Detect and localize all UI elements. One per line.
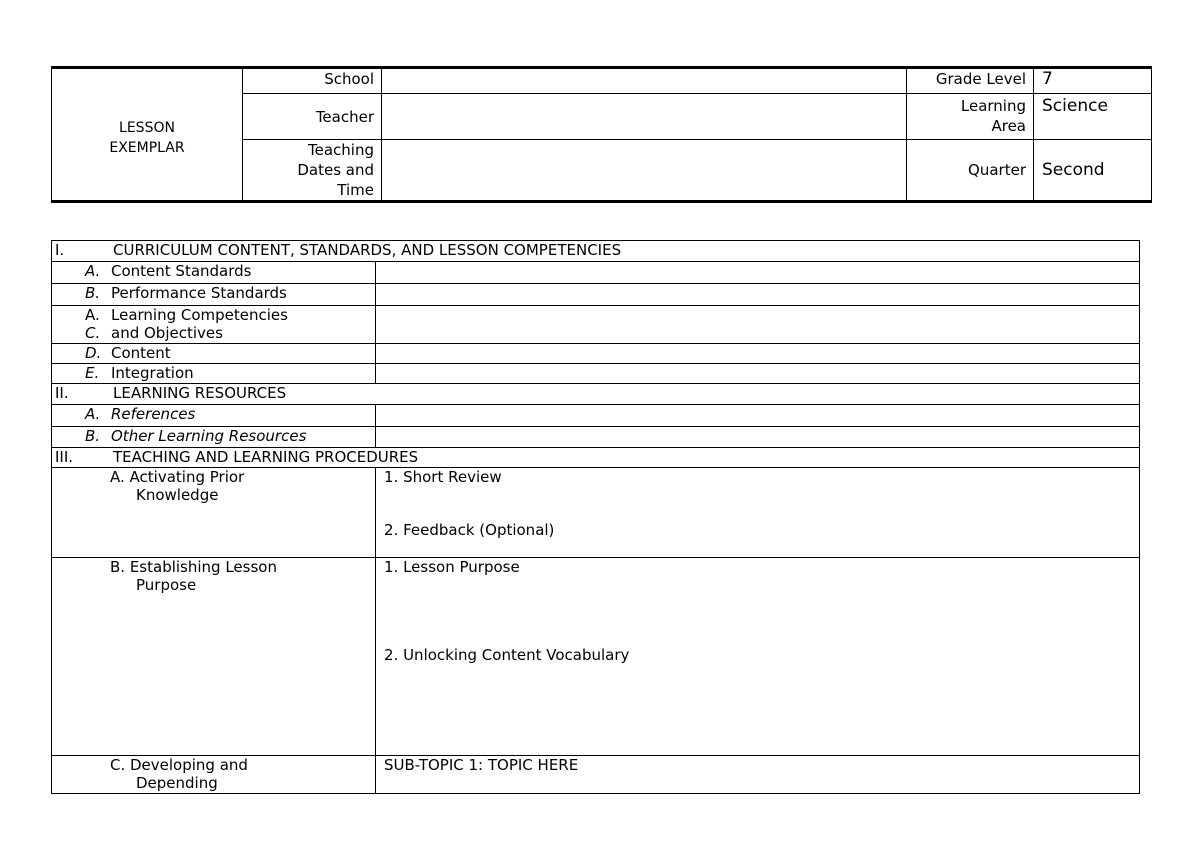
school-label: School bbox=[243, 68, 382, 94]
grade-level-field[interactable]: 7 bbox=[1034, 68, 1152, 94]
learning-competencies-label: A. Learning Competencies C. and Objectives bbox=[52, 306, 376, 344]
learning-area-label: Learning Area bbox=[907, 94, 1034, 140]
teacher-label: Teacher bbox=[243, 94, 382, 140]
activating-prior-knowledge-field[interactable] bbox=[376, 468, 1140, 558]
lesson-exemplar-title: LESSON EXEMPLAR bbox=[52, 68, 243, 202]
performance-standards-field[interactable] bbox=[376, 284, 1140, 306]
quarter-label: Quarter bbox=[907, 140, 1034, 202]
lesson-purpose-item: 1. Lesson Purpose bbox=[384, 558, 520, 576]
references-label: A. References bbox=[52, 405, 376, 427]
short-review-item: 1. Short Review bbox=[384, 468, 502, 486]
feedback-item: 2. Feedback (Optional) bbox=[384, 521, 555, 539]
quarter-field[interactable]: Second bbox=[1034, 140, 1152, 202]
content-field[interactable] bbox=[376, 344, 1140, 364]
content-standards-field[interactable] bbox=[376, 262, 1140, 284]
references-field[interactable] bbox=[376, 405, 1140, 427]
unlocking-vocabulary-item: 2. Unlocking Content Vocabulary bbox=[384, 646, 630, 664]
section-curriculum-header: I. CURRICULUM CONTENT, STANDARDS, AND LESSON COMPETENCIES bbox=[52, 241, 1140, 262]
activating-prior-knowledge-label: A. Activating Prior Knowledge bbox=[52, 468, 376, 558]
school-field[interactable] bbox=[382, 68, 907, 94]
sub-topic-item: SUB-TOPIC 1: TOPIC HERE bbox=[384, 756, 579, 774]
content-label: D. Content bbox=[52, 344, 376, 364]
lesson-header-table bbox=[51, 66, 1152, 203]
learning-area-field[interactable]: Science bbox=[1034, 94, 1152, 140]
performance-standards-label: B. Performance Standards bbox=[52, 284, 376, 306]
learning-competencies-field[interactable] bbox=[376, 306, 1140, 344]
other-resources-field[interactable] bbox=[376, 427, 1140, 448]
teacher-field[interactable] bbox=[382, 94, 907, 140]
integration-label: E. Integration bbox=[52, 364, 376, 384]
grade-level-label: Grade Level bbox=[907, 68, 1034, 94]
establishing-lesson-purpose-label: B. Establishing Lesson Purpose bbox=[52, 558, 376, 756]
developing-field[interactable] bbox=[376, 756, 1140, 794]
other-resources-label: B. Other Learning Resources bbox=[52, 427, 376, 448]
teaching-dates-field[interactable] bbox=[382, 140, 907, 202]
section-resources-header: II. LEARNING RESOURCES bbox=[52, 384, 1140, 405]
section-procedures-header: III. TEACHING AND LEARNING PROCEDURES bbox=[52, 448, 1140, 468]
developing-label: C. Developing and Depending bbox=[52, 756, 376, 794]
establishing-lesson-purpose-field[interactable] bbox=[376, 558, 1140, 756]
content-standards-label: A. Content Standards bbox=[52, 262, 376, 284]
integration-field[interactable] bbox=[376, 364, 1140, 384]
lesson-content-table bbox=[51, 240, 1140, 794]
teaching-dates-label: Teaching Dates and Time bbox=[243, 140, 382, 202]
